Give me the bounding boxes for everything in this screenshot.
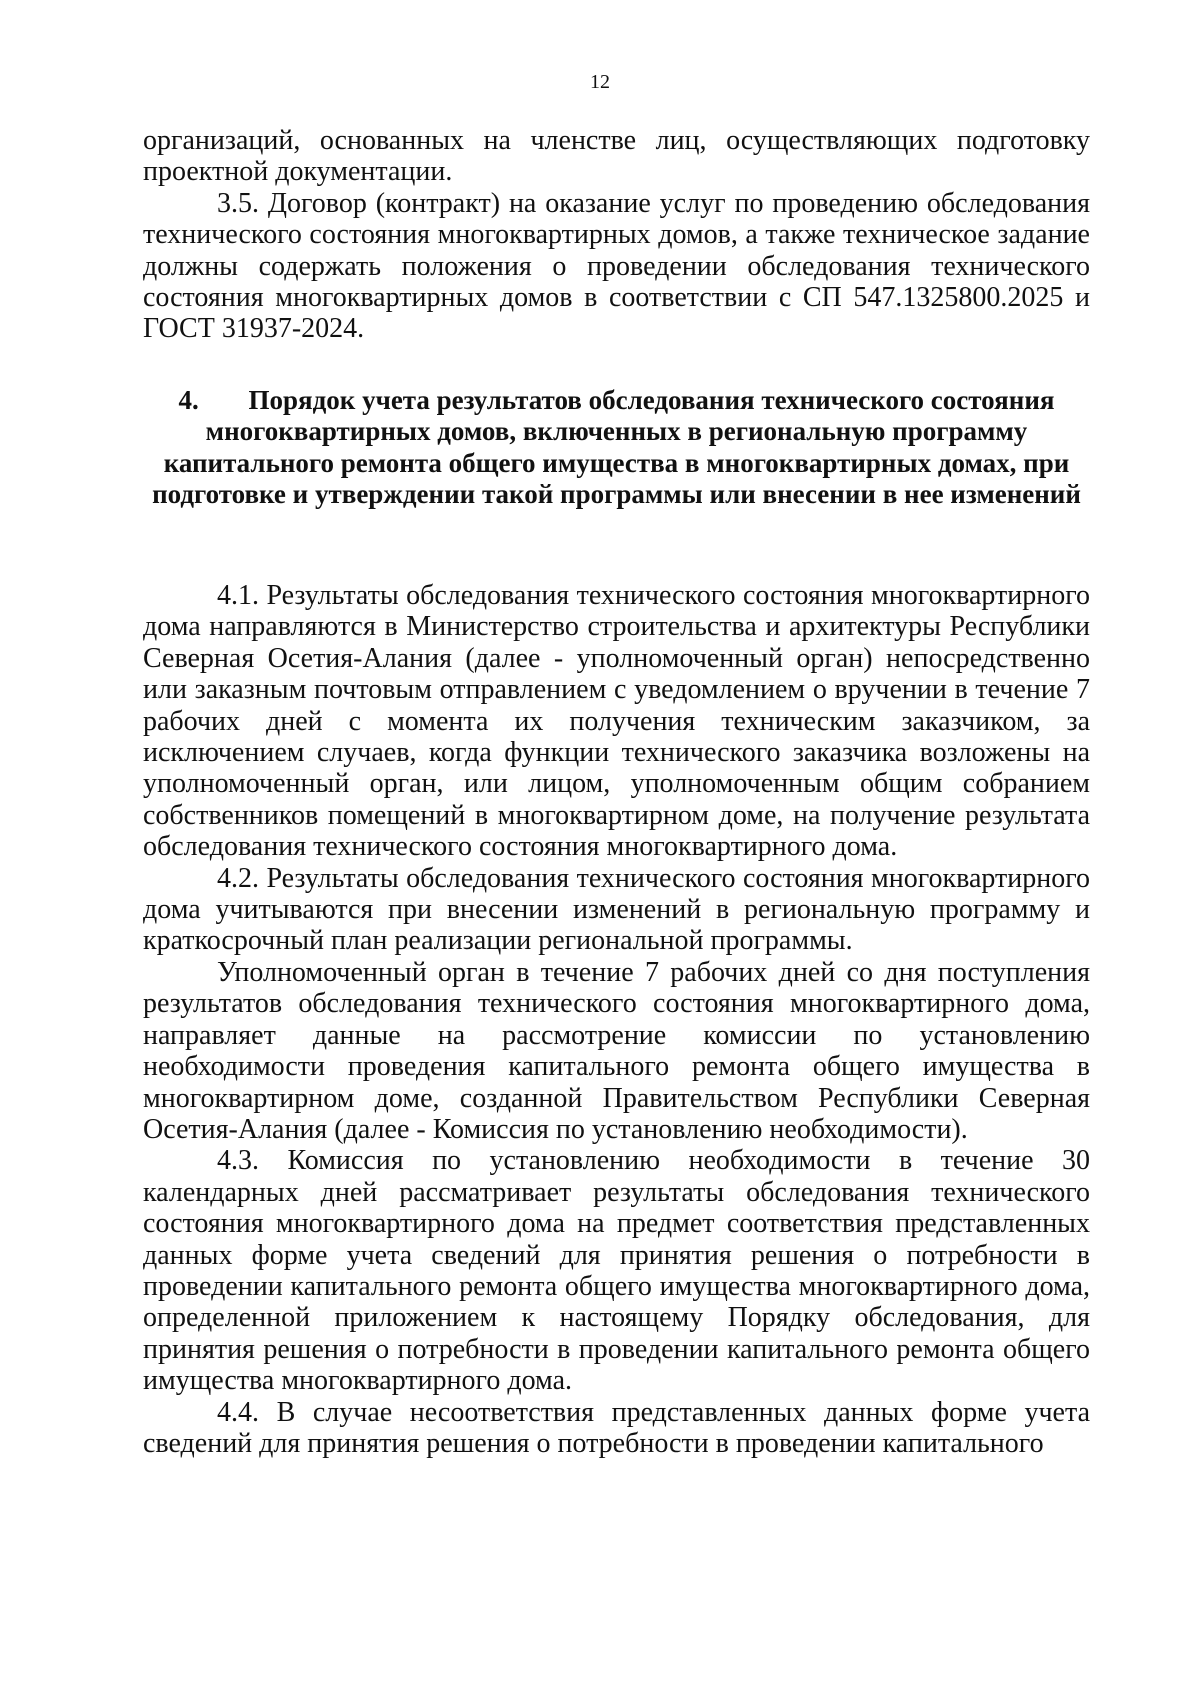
paragraph-4-3: 4.3. Комиссия по установлению необходимости в течение 30 календарных дней рассматривает результаты обследования технического состояния многоквартирного дома на предмет соответствия представленных данных форме учета сведений для принятия решения о потребности в проведении капитального ремонта общего имущества многоквартирного дома, определенной приложением к настоящему Порядку обследования, для принятия решения о потребности в проведении капитального ремонта общего имущества многоквартирного дома. xyxy=(143,1145,1090,1397)
paragraph-continuation: организаций, основанных на членстве лиц, осуществляющих подготовку проектной документации. xyxy=(143,125,1090,188)
paragraph-4-2: 4.2. Результаты обследования технического состояния многоквартирного дома учитываются при внесении изменений в региональную программу и краткосрочный план реализации региональной программы. xyxy=(143,862,1090,957)
section-number: 4. xyxy=(178,385,199,415)
text-block-main xyxy=(143,580,1090,1459)
paragraph-4-4: 4.4. В случае несоответствия представленных данных форме учета сведений для принятия решения о потребности в проведении капитального xyxy=(143,1396,1090,1459)
paragraph-authorized-body: Уполномоченный орган в течение 7 рабочих дней со дня поступления результатов обследования технического состояния многоквартирного дома, направляет данные на рассмотрение комиссии по установлению необходимости проведения капитального ремонта общего имущества в многоквартирном доме, созданной Правительством Республики Северная Осетия-Алания (далее - Комиссия по установлению необходимости). xyxy=(143,956,1090,1145)
section-heading xyxy=(143,385,1090,511)
page-number: 12 xyxy=(590,71,610,93)
text-block-top xyxy=(143,125,1090,345)
paragraph-3-5: 3.5. Договор (контракт) на оказание услуг по проведению обследования технического состояния многоквартирных домов, а также техническое задание должны содержать положения о проведении обследования технического состояния многоквартирных домов в соответствии с СП 547.1325800.2025 и ГОСТ 31937-2024. xyxy=(143,187,1090,345)
section-title: Порядок учета результатов обследования технического состояния многоквартирных домов, включенных в региональную программу капитального ремонта общего имущества в многоквартирных домах, при подготовке и утверждении такой программы или внесении в нее изменений xyxy=(152,385,1081,510)
section-heading-block xyxy=(143,385,1090,511)
paragraph-4-1: 4.1. Результаты обследования технического состояния многоквартирного дома направляются в Министерство строительства и архитектуры Республики Северная Осетия-Алания (далее - уполномоченный орган) непосредственно или заказным почтовым отправлением с уведомлением о вручении в течение 7 рабочих дней с момента их получения техническим заказчиком, за исключением случаев, когда функции технического заказчика возложены на уполномоченный орган, или лицом, уполномоченным общим собранием собственников помещений в многоквартирном доме, на получение результата обследования технического состояния многоквартирного дома. xyxy=(143,580,1090,863)
